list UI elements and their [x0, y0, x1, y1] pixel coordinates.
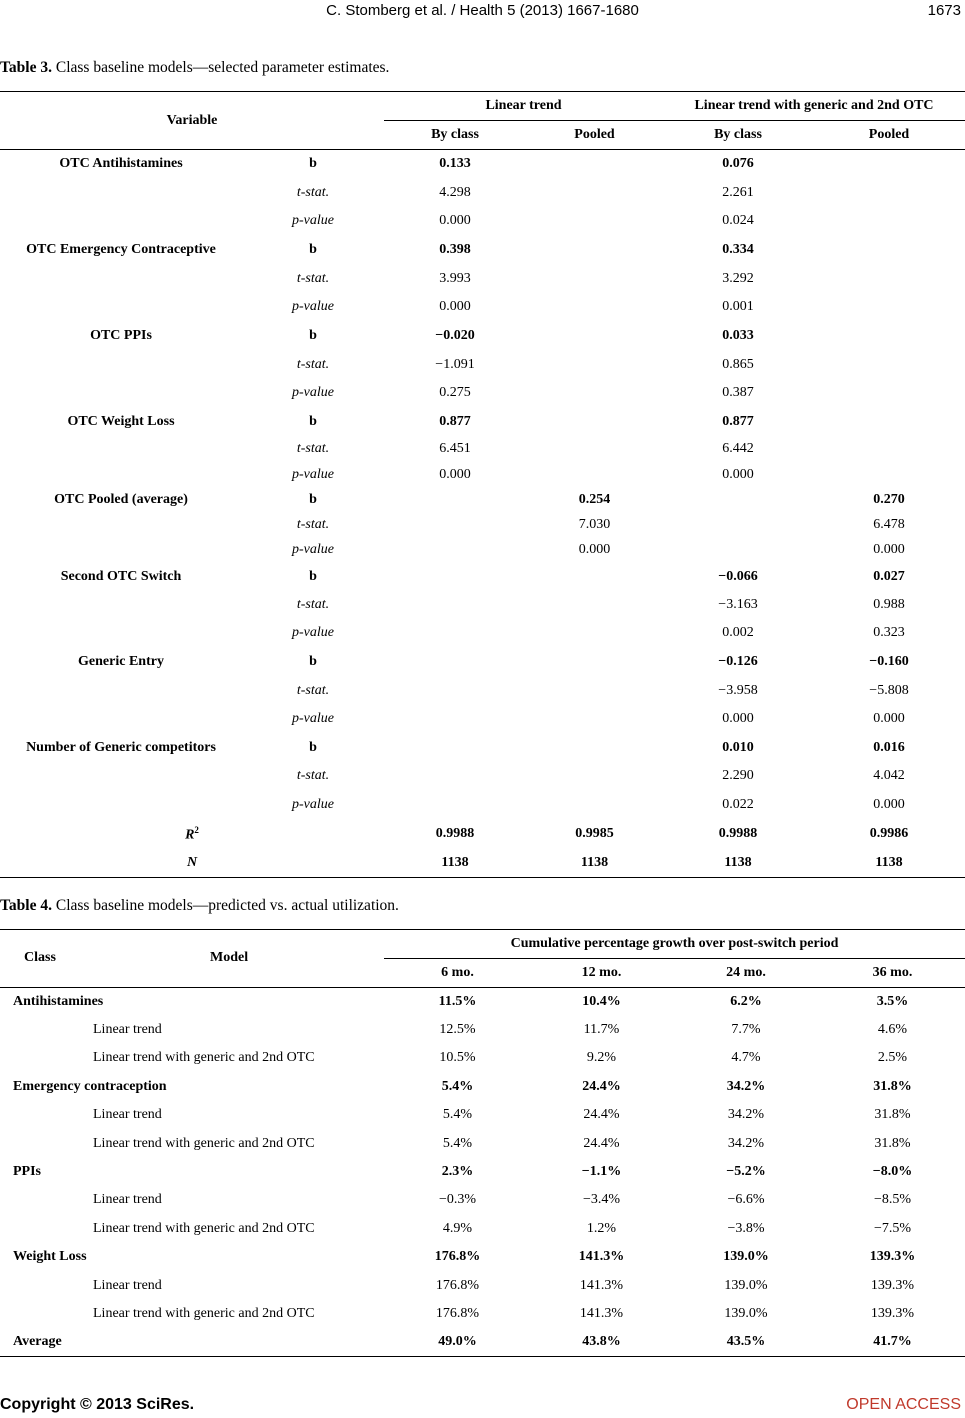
table3-row — [0, 207, 965, 236]
table4-subheader: 6 mo. — [384, 959, 531, 988]
table3-row — [0, 513, 965, 538]
table3-cell — [526, 351, 663, 379]
table3-cell: 4.042 — [873, 768, 905, 783]
table3-stat-label: b — [309, 654, 317, 669]
table3-variable-blank — [0, 436, 242, 462]
table3-stat-label: t-stat. — [296, 184, 330, 200]
table4-model-row — [0, 1101, 965, 1129]
table3-row — [0, 677, 965, 705]
table4-model-row — [0, 1271, 965, 1299]
table3-cell: 4.298 — [439, 184, 471, 200]
table3-cell: −3.163 — [718, 597, 758, 612]
table3-cell — [526, 236, 663, 265]
table4-cell: 31.8% — [874, 1107, 911, 1123]
table4-cell: 6.2% — [730, 993, 762, 1009]
table3-cell: −0.066 — [718, 569, 758, 584]
table4-cell: 176.8% — [434, 1249, 481, 1265]
table4-model-label: Linear trend — [93, 1192, 162, 1208]
table4-cell: 11.5% — [438, 993, 477, 1009]
table3-cell — [526, 179, 663, 207]
table3-cell — [526, 150, 663, 179]
table3-cell: 0.076 — [722, 156, 754, 172]
table3-variable-name: OTC PPIs — [90, 328, 152, 343]
table4-cell: −8.5% — [873, 1192, 912, 1208]
table3-stat-label: t-stat. — [296, 356, 330, 372]
table3-cell — [526, 648, 663, 677]
table3-variable-name: OTC Emergency Contraceptive — [26, 242, 216, 257]
table4-subheader: 24 mo. — [672, 959, 820, 988]
table3-header-linear-trend-generic: Linear trend with generic and 2nd OTC — [663, 92, 965, 121]
table3-stat-label: p-value — [292, 625, 334, 640]
page-footer — [0, 1396, 965, 1418]
table3-variable-name: Second OTC Switch — [60, 569, 182, 584]
table3-caption — [0, 59, 389, 77]
table3-cell: 0.027 — [873, 569, 905, 584]
table3-parameter-estimates — [0, 91, 965, 878]
table3-stat-label: p-value — [292, 711, 334, 726]
table4-cell: 43.8% — [582, 1334, 621, 1350]
table4-class-label: Average — [13, 1334, 62, 1350]
table4-cell: 34.2% — [726, 1078, 766, 1094]
table3-stat-label: t-stat. — [296, 517, 330, 532]
table4-cell: 2.3% — [441, 1164, 474, 1180]
table4-subheader: 12 mo. — [531, 959, 672, 988]
table4-model-row — [0, 1129, 965, 1157]
table3-n-cell: 1138 — [875, 854, 903, 870]
table3-cell — [526, 762, 663, 791]
table4-model-label: Linear trend — [93, 1277, 162, 1293]
table3-cell: 0.877 — [439, 413, 471, 429]
table3-stat-label: b — [309, 492, 317, 507]
table3-variable-name: OTC Pooled (average) — [54, 492, 188, 507]
table3-cell — [526, 322, 663, 351]
table4-subheader: 36 mo. — [820, 959, 965, 988]
table3-r2-cell: 0.9988 — [718, 826, 758, 841]
table3-cell — [526, 619, 663, 648]
table3-cell — [526, 207, 663, 236]
table4-predicted-vs-actual — [0, 929, 965, 1357]
table3-row — [0, 488, 965, 513]
table3-stat-label: p-value — [292, 213, 334, 228]
table4-model-label: Linear trend with generic and 2nd OTC — [93, 1050, 315, 1066]
table3-variable-blank — [0, 619, 242, 648]
table3-cell — [813, 265, 965, 293]
table4-cell: 10.4% — [582, 993, 621, 1009]
table4-class-row — [0, 1158, 965, 1186]
table4-cell: −8.0% — [872, 1164, 913, 1180]
table3-row — [0, 236, 965, 265]
table3-cell: −5.808 — [869, 682, 909, 698]
table3-cell: 3.993 — [439, 270, 471, 286]
table4-model-label: Linear trend — [93, 1022, 162, 1038]
table4-model-label: Linear trend with generic and 2nd OTC — [93, 1135, 315, 1151]
table4-cell: 49.0% — [438, 1334, 477, 1350]
table4-cell: 24.4% — [583, 1107, 620, 1123]
table3-row — [0, 150, 965, 179]
table3-n-cell: 1138 — [724, 854, 752, 870]
table3-cell — [526, 563, 663, 592]
table3-cell: 0.323 — [873, 625, 905, 640]
table3-stat-label: b — [309, 156, 317, 172]
table3-variable-blank — [0, 513, 242, 538]
table3-r2-superscript: 2 — [194, 824, 199, 835]
table3-cell — [384, 705, 526, 734]
table4-header-model: Model — [210, 950, 249, 965]
table4-cell: 24.4% — [583, 1135, 620, 1151]
table3-subheader: By class — [663, 121, 813, 150]
table3-row — [0, 563, 965, 592]
table3-stat-label: t-stat. — [296, 270, 330, 286]
table4-cell: 43.5% — [726, 1334, 766, 1350]
table3-n-label — [0, 849, 384, 878]
table3-cell — [384, 648, 526, 677]
table3-cell — [384, 734, 526, 762]
table4-cell: 2.5% — [877, 1050, 908, 1066]
table3-variable-name: OTC Antihistamines — [59, 156, 183, 172]
table4-caption-label: Table 4. — [0, 897, 52, 914]
table4-cell: 11.7% — [583, 1022, 620, 1038]
table3-cell — [384, 762, 526, 791]
table3-cell — [813, 322, 965, 351]
table3-cell — [813, 462, 965, 488]
table3-cell: 0.000 — [873, 542, 905, 557]
table3-row — [0, 762, 965, 791]
table3-row — [0, 462, 965, 488]
table3-row — [0, 293, 965, 322]
table3-cell — [663, 513, 813, 538]
table3-row — [0, 265, 965, 293]
table3-r2-cell: 0.9986 — [869, 826, 909, 841]
table3-cell — [526, 592, 663, 619]
table3-cell: 0.002 — [722, 625, 754, 640]
table3-cell — [384, 619, 526, 648]
table4-cell: −6.6% — [727, 1192, 765, 1208]
table3-variable-blank — [0, 791, 242, 820]
table4-cell: 41.7% — [873, 1334, 912, 1350]
table3-cell: −0.020 — [435, 328, 475, 343]
table4-class-row — [0, 988, 965, 1016]
table3-cell: 0.275 — [439, 385, 471, 400]
table3-variable-blank — [0, 351, 242, 379]
table3-cell: 0.000 — [578, 542, 611, 557]
table3-r2-row — [0, 820, 965, 849]
table4-cell: 9.2% — [586, 1050, 617, 1066]
table3-cell: 0.016 — [873, 739, 905, 755]
table3-cell — [813, 351, 965, 379]
table3-cell: 6.451 — [439, 440, 471, 456]
table4-cell: −3.4% — [582, 1192, 621, 1208]
table4-class-label: Weight Loss — [13, 1249, 87, 1265]
table3-cell — [526, 705, 663, 734]
table4-class-label: PPIs — [13, 1164, 41, 1180]
table3-cell — [813, 207, 965, 236]
table3-row — [0, 592, 965, 619]
table3-stat-label: p-value — [292, 542, 334, 557]
table3-cell — [813, 436, 965, 462]
table3-cell — [526, 462, 663, 488]
table3-r2-cell: 0.9985 — [575, 826, 614, 841]
table3-cell — [813, 236, 965, 265]
table4-model-label: Linear trend with generic and 2nd OTC — [93, 1305, 315, 1321]
table3-stat-label: t-stat. — [296, 768, 330, 783]
table3-row — [0, 538, 965, 563]
table3-cell: 0.024 — [722, 213, 754, 228]
table4-cell: 24.4% — [582, 1078, 621, 1094]
table4-cell: 5.4% — [442, 1135, 473, 1151]
table3-r2-label — [0, 820, 384, 849]
table3-variable-blank — [0, 179, 242, 207]
table3-cell: 0.877 — [722, 413, 754, 429]
table3-cell — [384, 488, 526, 513]
table3-subheader: By class — [384, 121, 526, 150]
table3-row — [0, 436, 965, 462]
table3-cell — [813, 293, 965, 322]
table4-cell: −0.3% — [438, 1192, 477, 1208]
table4-model-label: Linear trend with generic and 2nd OTC — [93, 1220, 315, 1236]
table3-cell: 0.254 — [578, 492, 611, 507]
table3-cell — [813, 179, 965, 207]
table4-cell: 4.7% — [731, 1050, 761, 1066]
table3-cell: 0.000 — [722, 711, 754, 726]
table4-class-row — [0, 1243, 965, 1271]
table3-row — [0, 179, 965, 207]
table4-model-row — [0, 1186, 965, 1214]
table3-row — [0, 648, 965, 677]
table3-cell — [813, 379, 965, 408]
table4-cell: 34.2% — [727, 1107, 765, 1123]
table3-stat-label: b — [309, 569, 317, 584]
open-access-label: OPEN ACCESS — [846, 1396, 961, 1413]
table3-cell — [526, 677, 663, 705]
table3-cell — [526, 791, 663, 820]
table3-cell: 0.000 — [439, 213, 471, 228]
table3-cell: 2.290 — [722, 768, 754, 783]
table3-variable-name: Generic Entry — [78, 654, 164, 669]
table3-variable-blank — [0, 538, 242, 563]
table4-model-row — [0, 1215, 965, 1243]
table3-variable-blank — [0, 462, 242, 488]
table4-cell: 31.8% — [874, 1135, 911, 1151]
table3-cell: 0.033 — [722, 328, 754, 343]
table4-cell: 12.5% — [439, 1022, 476, 1038]
table3-cell: 0.000 — [873, 711, 905, 726]
table3-row — [0, 734, 965, 762]
table3-cell: 0.000 — [439, 299, 471, 314]
table4-model-row — [0, 1044, 965, 1072]
table3-row — [0, 791, 965, 820]
table3-cell — [526, 734, 663, 762]
table3-r2-label-text: R — [185, 827, 195, 843]
table4-cell: 176.8% — [435, 1305, 480, 1321]
table4-cell: 139.3% — [870, 1277, 915, 1293]
table3-cell — [663, 488, 813, 513]
copyright-notice: Copyright © 2013 SciRes. — [0, 1396, 195, 1413]
table4-cell: 139.3% — [869, 1249, 916, 1265]
table3-cell: 0.000 — [873, 797, 905, 812]
table3-stat-label: t-stat. — [296, 682, 330, 698]
table3-cell: −0.160 — [869, 654, 909, 669]
table3-header-linear-trend: Linear trend — [384, 92, 663, 121]
table4-cell: 7.7% — [731, 1022, 761, 1038]
table3-cell: 0.865 — [722, 356, 754, 372]
table3-variable-blank — [0, 293, 242, 322]
table3-cell: 6.478 — [873, 517, 905, 532]
table3-cell: −1.091 — [435, 356, 475, 372]
table3-cell — [813, 150, 965, 179]
table3-header-variable: Variable — [0, 92, 384, 150]
table3-n-cell: 1138 — [441, 854, 469, 870]
table4-cell: 141.3% — [579, 1305, 624, 1321]
table3-variable-name: OTC Weight Loss — [67, 413, 175, 429]
table4-cell: 139.3% — [870, 1305, 915, 1321]
table3-cell: 3.292 — [722, 270, 754, 286]
table3-row — [0, 619, 965, 648]
table4-cell: 10.5% — [439, 1050, 476, 1066]
table3-row — [0, 351, 965, 379]
table3-cell: 0.988 — [873, 597, 905, 612]
table3-subheader: Pooled — [813, 121, 965, 150]
table3-cell: 0.398 — [439, 242, 471, 257]
table3-variable-blank — [0, 265, 242, 293]
table4-cell: 4.9% — [442, 1220, 473, 1236]
table3-variable-blank — [0, 592, 242, 619]
table3-cell: −0.126 — [718, 654, 758, 669]
table4-cell: 4.6% — [877, 1022, 908, 1038]
table3-n-row — [0, 849, 965, 878]
table3-caption-label: Table 3. — [0, 59, 52, 76]
table3-cell: −3.958 — [718, 682, 758, 698]
table4-model-row — [0, 1016, 965, 1044]
table4-cell: 34.2% — [727, 1135, 765, 1151]
table4-header-cumulative-growth: Cumulative percentage growth over post-switch period — [384, 930, 965, 959]
table3-cell — [384, 513, 526, 538]
table3-cell: 0.000 — [439, 466, 471, 482]
table3-cell — [663, 538, 813, 563]
page-number: 1673 — [927, 2, 961, 19]
table3-row — [0, 408, 965, 436]
table3-stat-label: b — [309, 328, 317, 343]
table3-n-label-text: N — [186, 854, 198, 870]
table3-cell: 6.442 — [722, 440, 754, 456]
table3-variable-blank — [0, 762, 242, 791]
table4-cell: 141.3% — [579, 1277, 624, 1293]
table4-cell: 139.0% — [724, 1305, 768, 1321]
table3-cell: 0.022 — [722, 797, 754, 812]
table4-class-row — [0, 1073, 965, 1101]
table3-cell — [526, 265, 663, 293]
table3-stat-label: p-value — [292, 385, 334, 400]
table3-stat-label: p-value — [292, 466, 334, 482]
table4-class-label: Emergency contraception — [13, 1078, 167, 1094]
table3-caption-text: Class baseline models—selected parameter estimates. — [51, 59, 390, 76]
table4-cell: 5.4% — [442, 1107, 473, 1123]
table4-model-label: Linear trend — [93, 1107, 162, 1123]
table4-cell: 139.0% — [723, 1249, 769, 1265]
table4-cell: −1.1% — [581, 1164, 622, 1180]
table4-cell: 5.4% — [441, 1078, 474, 1094]
table3-stat-label: t-stat. — [296, 597, 330, 612]
table4-header-class: Class — [24, 950, 56, 965]
table4-cell: −5.2% — [726, 1164, 766, 1180]
table3-variable-blank — [0, 705, 242, 734]
table3-cell: 0.387 — [722, 385, 754, 400]
table3-subheader: Pooled — [526, 121, 663, 150]
table3-cell — [526, 408, 663, 436]
table3-cell: 0.000 — [722, 466, 754, 482]
table3-cell: 0.270 — [873, 492, 905, 507]
table3-variable-blank — [0, 207, 242, 236]
table3-row — [0, 322, 965, 351]
table3-cell: 0.010 — [722, 739, 754, 755]
table3-cell — [526, 379, 663, 408]
table3-variable-name: Number of Generic competitors — [26, 739, 216, 755]
table3-cell — [526, 436, 663, 462]
table3-cell: 0.334 — [722, 242, 754, 257]
table4-cell: 3.5% — [876, 993, 909, 1009]
table4-cell: 1.2% — [586, 1220, 617, 1236]
table3-cell — [384, 592, 526, 619]
table3-row — [0, 705, 965, 734]
table3-stat-label: p-value — [292, 797, 334, 812]
table3-cell — [813, 408, 965, 436]
table4-cell: 31.8% — [873, 1078, 912, 1094]
table4-cell: 139.0% — [724, 1277, 768, 1293]
table4-model-row — [0, 1300, 965, 1328]
running-head — [0, 2, 965, 22]
table3-cell: 2.261 — [722, 184, 754, 200]
table3-cell — [384, 538, 526, 563]
table3-cell — [384, 791, 526, 820]
table4-caption — [0, 897, 399, 915]
table3-stat-label: b — [309, 413, 317, 429]
table3-cell — [384, 677, 526, 705]
table4-cell: −7.5% — [873, 1220, 912, 1236]
table3-stat-label: b — [309, 739, 317, 755]
table3-cell: 0.133 — [439, 156, 471, 172]
table4-class-row — [0, 1328, 965, 1356]
table3-variable-blank — [0, 379, 242, 408]
table4-cell: 141.3% — [578, 1249, 625, 1265]
table4-caption-text: Class baseline models—predicted vs. actual utilization. — [51, 897, 399, 914]
table4-class-label: Antihistamines — [13, 993, 104, 1009]
running-head-citation: C. Stomberg et al. / Health 5 (2013) 1667-1680 — [326, 2, 639, 19]
table3-stat-label: b — [309, 242, 317, 257]
table3-cell: 7.030 — [578, 517, 611, 532]
table3-variable-blank — [0, 677, 242, 705]
table3-n-cell: 1138 — [580, 854, 609, 870]
table3-r2-cell: 0.9988 — [435, 826, 475, 841]
table3-cell: 0.001 — [722, 299, 754, 314]
table3-cell — [384, 563, 526, 592]
table3-stat-label: p-value — [292, 299, 334, 314]
table3-stat-label: t-stat. — [296, 440, 330, 456]
table3-row — [0, 379, 965, 408]
table3-cell — [526, 293, 663, 322]
table4-cell: 176.8% — [435, 1277, 480, 1293]
table4-cell: −3.8% — [727, 1220, 765, 1236]
table4-header-class-model — [0, 930, 384, 988]
